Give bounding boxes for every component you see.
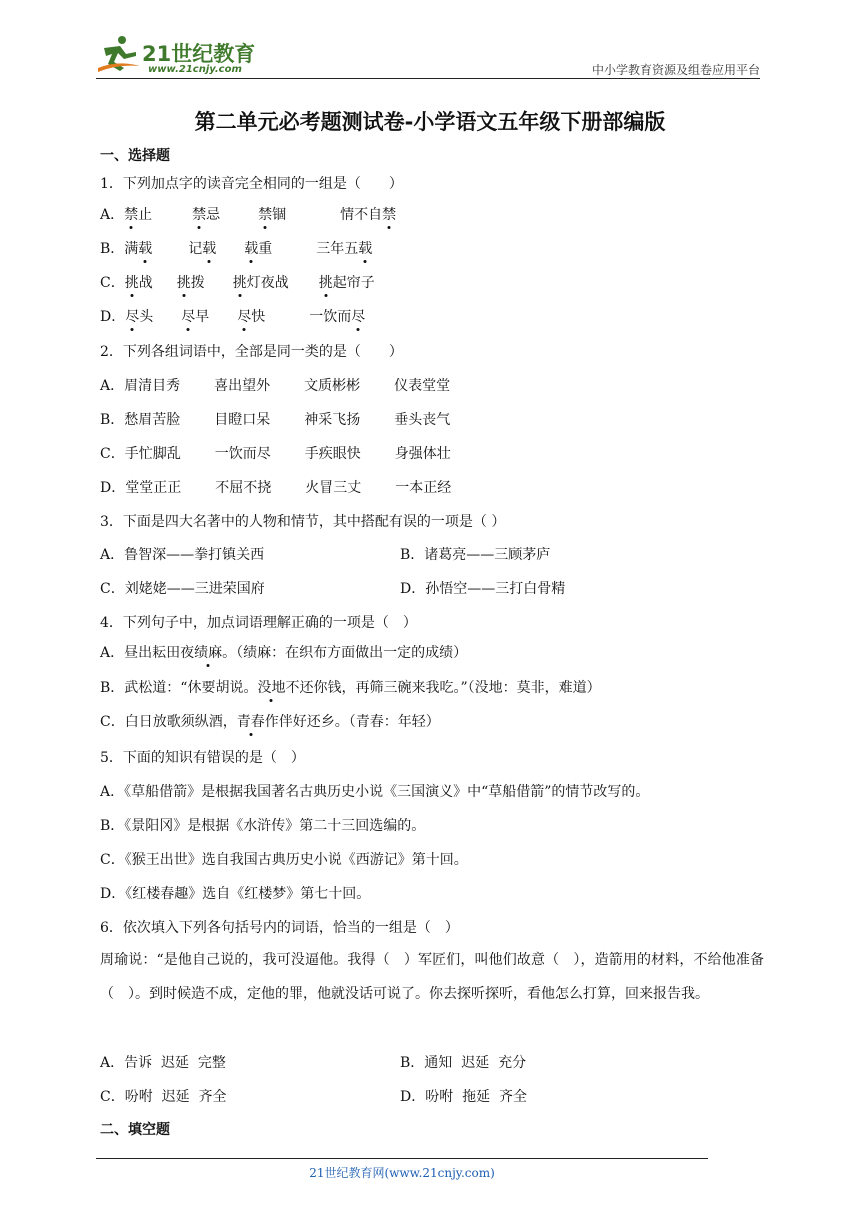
logo-url: www.21cnjy.com <box>148 64 242 75</box>
q1-option-a: A．禁止 禁忌 禁锢 情不自禁 <box>100 207 397 223</box>
page-title: 第二单元必考题测试卷-小学语文五年级下册部编版 <box>194 110 666 134</box>
question-2-stem: 2．下列各组词语中，全部是同一类的是（ ） <box>100 344 403 360</box>
q2-option-a: A．眉清目秀 喜出望外 文质彬彬 仪表堂堂 <box>100 378 451 394</box>
q5-option-a: A．《草船借箭》是根据我国著名古典历史小说《三国演义》中“草船借箭”的情节改写的。 <box>100 784 650 800</box>
q6-options-row-2: C．吩咐 迟延 齐全 D．吩咐 拖延 齐全 <box>100 1089 528 1105</box>
q1-option-b: B．满载 记载 载重 三年五载 <box>100 241 373 257</box>
runner-logo-icon <box>96 34 142 74</box>
section-heading-1: 一、选择题 <box>100 148 170 164</box>
page-header <box>96 34 760 80</box>
q5-option-b: B．《景阳冈》是根据《水浒传》第二十三回选编的。 <box>100 818 426 834</box>
footer-link[interactable]: 21世纪教育网(www.21cnjy.com) <box>309 1166 495 1180</box>
section-heading-2: 二、填空题 <box>100 1122 170 1138</box>
q6-passage: 周瑜说：“是他自己说的，我可没逼他。我得（ ）军匠们，叫他们故意（ ），造箭用的材料，不给他准备（ ）。到时候造不成，定他的罪，他就没话可说了。你去探听探听，看他怎么打算，回来报告我。 <box>100 952 764 1002</box>
q5-option-d: D．《红楼春趣》选自《红楼梦》第七十回。 <box>100 886 371 902</box>
q4-option-a: A．昼出耘田夜绩麻。（绩麻：在织布方面做出一定的成绩） <box>100 645 468 661</box>
q2-option-d: D．堂堂正正 不屈不挠 火冒三丈 一本正经 <box>100 480 452 496</box>
q5-option-c: C．《猴王出世》选自我国古典历史小说《西游记》第十回。 <box>100 852 468 868</box>
q1-option-d: D．尽头 尽早 尽快 一饮而尽 <box>100 309 366 325</box>
q6-options-row-1: A．告诉 迟延 完整 B．通知 迟延 充分 <box>100 1055 527 1071</box>
question-6-stem: 6．依次填入下列各句括号内的词语，恰当的一组是（ ） <box>100 920 459 936</box>
question-1-stem: 1．下列加点字的读音完全相同的一组是（ ） <box>100 176 403 192</box>
question-4-stem: 4．下列句子中，加点词语理解正确的一项是（ ） <box>100 615 417 631</box>
q4-option-c: C．白日放歌须纵酒，青春作伴好还乡。（青春：年轻） <box>100 714 440 730</box>
q2-option-b: B．愁眉苦脸 目瞪口呆 神采飞扬 垂头丧气 <box>100 412 451 428</box>
header-divider <box>96 78 760 79</box>
q3-options-row-1: A．鲁智深——拳打镇关西 B．诸葛亮——三顾茅庐 <box>100 547 551 563</box>
footer-divider <box>96 1158 708 1159</box>
question-3-stem: 3．下面是四大名著中的人物和情节，其中搭配有误的一项是（ ） <box>100 514 506 530</box>
platform-name: 中小学教育资源及组卷应用平台 <box>591 63 760 77</box>
logo-text: 21世纪教育 <box>142 42 256 66</box>
question-5-stem: 5．下面的知识有错误的是（ ） <box>100 750 305 766</box>
q3-options-row-2: C．刘姥姥——三进荣国府 D．孙悟空——三打白骨精 <box>100 581 566 597</box>
q2-option-c: C．手忙脚乱 一饮而尽 手疾眼快 身强体壮 <box>100 446 451 462</box>
q4-option-b: B．武松道：“休要胡说。没地不还你钱，再筛三碗来我吃。”（没地：莫非，难道） <box>100 680 601 696</box>
logo <box>96 34 266 78</box>
q1-option-c: C．挑战 挑拨 挑灯夜战 挑起帘子 <box>100 275 375 291</box>
